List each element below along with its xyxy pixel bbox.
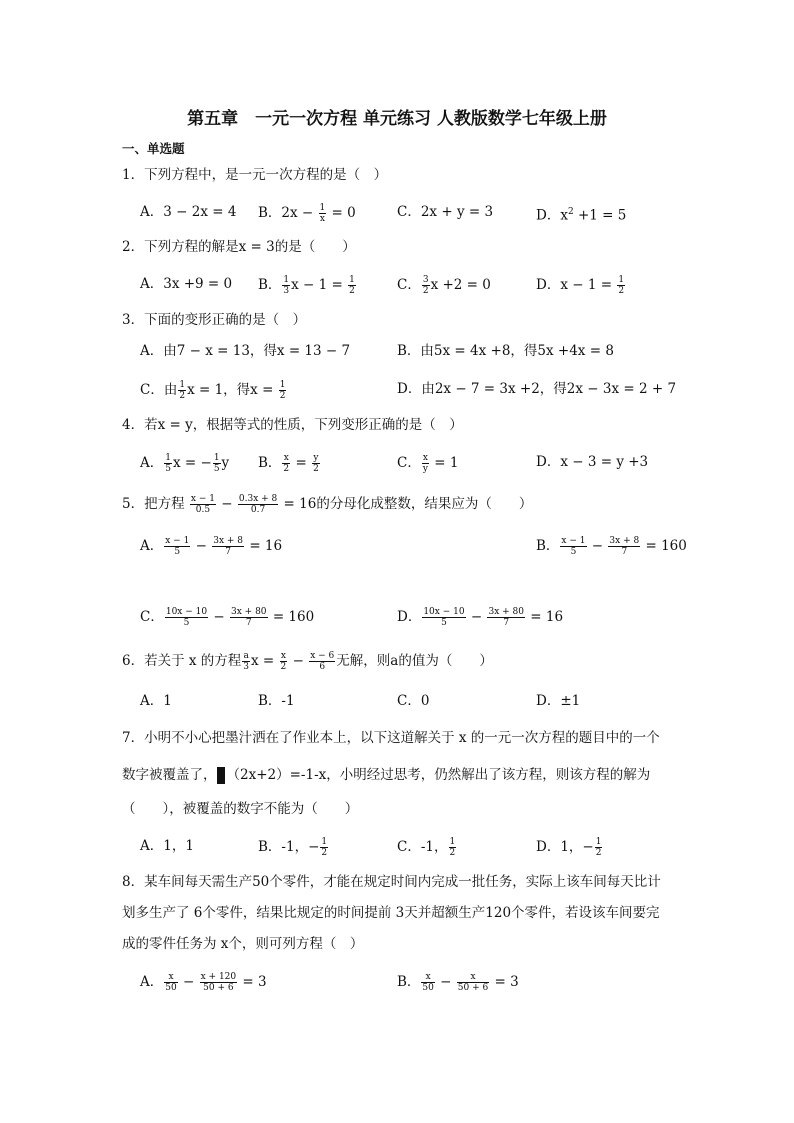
q3-option-d: D．由2x − 7 = 3x +2，得2x − 3x = 2 + 7	[397, 381, 677, 397]
q3-option-b: B．由5x = 4x +8，得5x +4x = 8	[397, 343, 614, 359]
q2-option-a: A．3x +9 = 0	[140, 276, 233, 292]
q7-option-b: B．-1，− $\frac{1}{2}$	[258, 837, 328, 858]
q2-option-c: C． $\frac{3}{2}$ x +2 = 0	[397, 275, 491, 296]
q4-option-c: C． $\frac{x}{y}$ = 1	[397, 453, 459, 474]
q1-option-d: D．$x^2 +1 = 5$	[536, 207, 627, 224]
q1-option-b: B．2x − $\frac{1}{x}$ = 0	[258, 203, 356, 224]
q3-option-a: A．由7 − x = 13，得x = 13 − 7	[140, 343, 351, 359]
q8-option-a: A． $\frac{x}{50}$ − $\frac{x + 120}{50 + 6}$ = 3	[140, 972, 267, 993]
question-8-line-1: 8．某车间每天需生产50个零件，才能在规定时间内完成一批任务，实际上该车间每天比计	[122, 874, 661, 890]
q4-option-a: A． $\frac{1}{5}$ x = − $\frac{1}{5}$ y	[140, 453, 230, 474]
question-7-line-3: （ ），被覆盖的数字不能为（ ）	[122, 801, 359, 817]
q5-option-d: D． $\frac{10x - 10}{5}$ − $\frac{3x + 80}{7}$ = 16	[397, 607, 564, 628]
q5-option-b: B． $\frac{x - 1}{5}$ − $\frac{3x + 8}{7}$ = 160	[536, 536, 687, 557]
question-7-line-2: 数字被覆盖了， （2x+2）=-1-x，小明经过思考，仍然解出了该方程，则该方程的解为	[122, 767, 651, 783]
q4-option-b: B． $\frac{x}{2}$ = $\frac{y}{2}$	[258, 453, 319, 474]
section-heading: 一、单选题	[122, 141, 185, 156]
q6-option-c: C．0	[397, 693, 430, 709]
q2-option-d: D．x − 1 = $\frac{1}{2}$	[536, 275, 625, 296]
question-3-stem: 3．下面的变形正确的是（ ）	[122, 312, 307, 328]
ink-blot	[217, 767, 225, 784]
q8-option-b: B． $\frac{x}{50}$ − $\frac{x}{50 + 6}$ = 3	[397, 972, 519, 993]
question-6-stem: 6．若关于 x 的方程 $\frac{a}{3}$ x = $\frac{x}{2}$ − $\frac{x - 6}{6}$ 无解，则a的值为（ ）	[122, 651, 493, 672]
q2-option-b: B． $\frac{1}{3}$ x − 1 = $\frac{1}{2}$	[258, 275, 355, 296]
q7-option-d: D．1，− $\frac{1}{2}$	[536, 837, 602, 858]
q4-option-d: D．x − 3 = y +3	[536, 454, 649, 470]
q6-option-b: B．-1	[258, 693, 295, 709]
q7-option-a: A．1，1	[140, 838, 194, 854]
page-title: 第五章 一元一次方程 单元练习 人教版数学七年级上册	[187, 109, 607, 129]
question-8-line-2: 划多生产了 6个零件，结果比规定的时间提前 3天并超额生产120个零件，若设该车间要完	[122, 905, 660, 921]
q1-option-a: A．3 − 2x = 4	[140, 204, 237, 220]
question-8-line-3: 成的零件任务为 x个，则可列方程（ ）	[122, 936, 364, 952]
q1-option-c: C．2x + y = 3	[397, 204, 494, 220]
question-4-stem: 4．若x = y，根据等式的性质，下列变形正确的是（ ）	[122, 417, 463, 433]
q5-option-a: A． $\frac{x - 1}{5}$ − $\frac{3x + 8}{7}$ = 16	[140, 536, 283, 557]
q6-option-d: D．±1	[536, 693, 581, 709]
q5-option-c: C． $\frac{10x - 10}{5}$ − $\frac{3x + 80}{7}$ = 160	[140, 607, 315, 628]
question-1-stem: 1．下列方程中，是一元一次方程的是（ ）	[122, 167, 388, 183]
q7-option-c: C．-1， $\frac{1}{2}$	[397, 837, 456, 858]
q3-option-c: C．由 $\frac{1}{2}$ x = 1，得x = $\frac{1}{2}$	[140, 380, 286, 401]
question-2-stem: 2．下列方程的解是x = 3的是（ ）	[122, 239, 356, 255]
question-7-line-1: 7．小明不小心把墨汁洒在了作业本上，以下这道解关于 x 的一元一次方程的题目中的一个	[122, 730, 660, 746]
q6-option-a: A．1	[140, 693, 172, 709]
question-5-stem: 5．把方程 $\frac{x - 1}{0.5}$ − $\frac{0.3x + 8}{0.7}$ = 16的分母化成整数，结果应为（ ）	[122, 494, 533, 515]
